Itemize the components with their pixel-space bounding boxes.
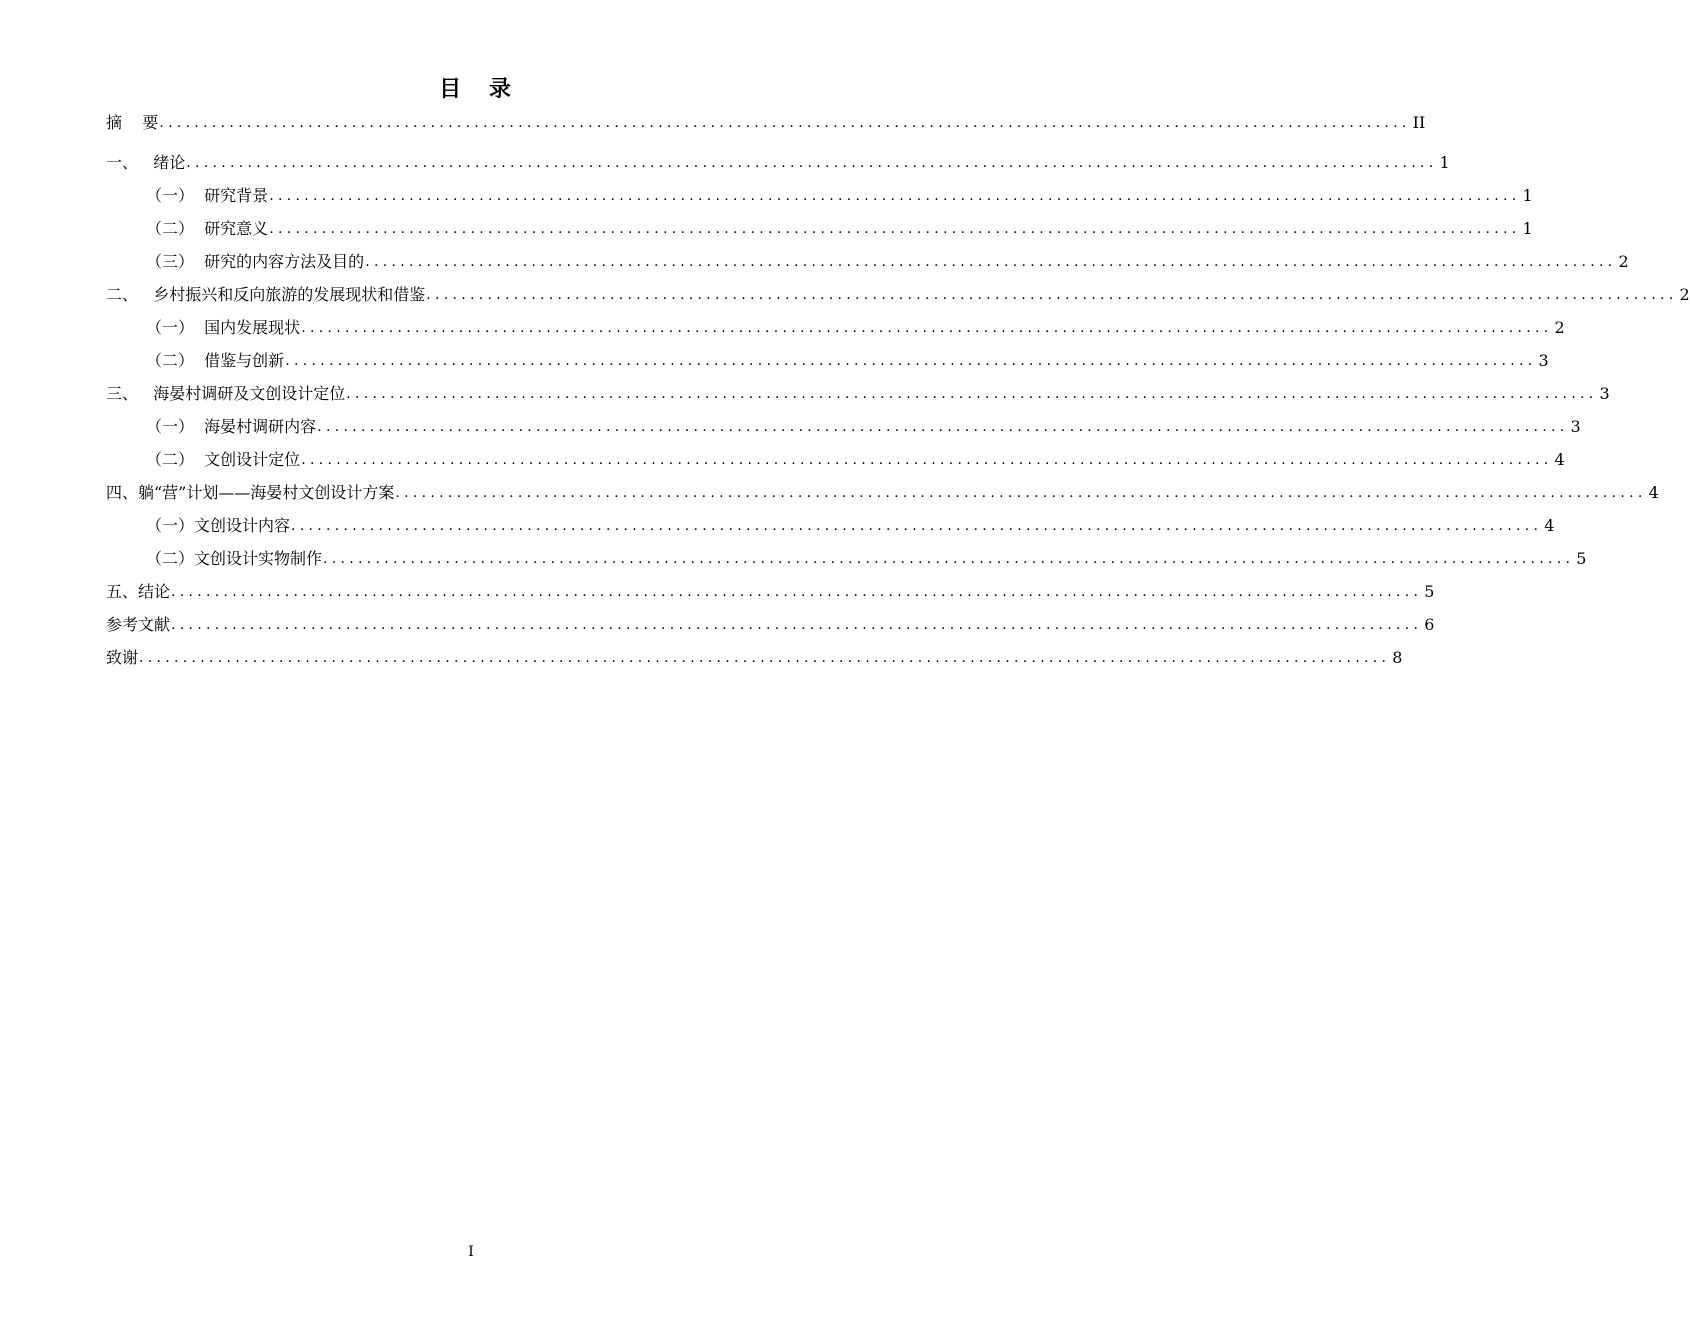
toc-entry-page: 2	[1618, 252, 1629, 271]
toc-entry-section-2-1[interactable]	[146, 311, 1565, 339]
toc-entry-section-1-1[interactable]	[146, 179, 1533, 207]
toc-entry-page: 5	[1576, 549, 1587, 568]
dot-leader: ...............................................................................................................................................	[346, 386, 1598, 402]
dot-leader: ...............................................................................................................................................	[395, 485, 1647, 501]
toc-entry-page: II	[1412, 113, 1426, 132]
toc-entry-label: 二、 乡村振兴和反向旅游的发展现状和借鉴	[106, 285, 426, 304]
page-number-footer: I	[468, 1244, 474, 1260]
toc-entry-chapter-1[interactable]	[106, 146, 1450, 174]
dot-leader: ...............................................................................................................................................	[291, 518, 1543, 534]
toc-entry-label: （二） 借鉴与创新	[146, 351, 285, 370]
toc-entry-section-2-2[interactable]	[146, 344, 1549, 372]
toc-entry-label: 摘 要	[106, 113, 159, 132]
toc-entry-references[interactable]	[106, 608, 1435, 636]
toc-entry-label: 参考文献	[106, 615, 171, 634]
toc-entry-label: （一） 国内发展现状	[146, 318, 301, 337]
toc-entry-label: （一） 研究背景	[146, 186, 269, 205]
toc-title: 目 录	[439, 77, 521, 102]
toc-entry-label: （一）文创设计内容	[146, 516, 291, 535]
dot-leader: ...............................................................................................................................................	[269, 188, 1521, 204]
toc-entry-chapter-5[interactable]	[106, 575, 1435, 603]
toc-entry-page: 3	[1570, 417, 1581, 436]
toc-entry-label: 五、结论	[106, 582, 171, 601]
toc-entry-page: 5	[1424, 582, 1435, 601]
toc-entry-label: （一） 海晏村调研内容	[146, 417, 317, 436]
toc-entry-page: 4	[1544, 516, 1555, 535]
dot-leader: ...............................................................................................................................................	[301, 320, 1553, 336]
toc-entry-page: 4	[1648, 483, 1659, 502]
dot-leader: ...............................................................................................................................................	[171, 584, 1423, 600]
toc-entry-page: 1	[1522, 219, 1533, 238]
toc-entry-page: 2	[1554, 318, 1565, 337]
toc-entry-acknowledgements[interactable]	[106, 641, 1403, 669]
toc-entry-label: （二）文创设计实物制作	[146, 549, 323, 568]
toc-entry-label: 四、躺“营”计划——海晏村文创设计方案	[106, 483, 395, 502]
dot-leader: ...............................................................................................................................................	[186, 155, 1438, 171]
toc-entry-chapter-4[interactable]	[106, 476, 1659, 504]
toc-entry-label: （三） 研究的内容方法及目的	[146, 252, 365, 271]
dot-leader: ...............................................................................................................................................	[139, 650, 1391, 666]
toc-entry-section-4-1[interactable]	[146, 509, 1555, 537]
dot-leader: ...............................................................................................................................................	[317, 419, 1569, 435]
toc-entry-page: 4	[1554, 450, 1565, 469]
toc-entry-page: 3	[1599, 384, 1610, 403]
toc-entry-section-1-3[interactable]	[146, 245, 1629, 273]
toc-entry-page: 8	[1392, 648, 1403, 667]
toc-entry-label: 三、 海晏村调研及文创设计定位	[106, 384, 346, 403]
toc-entry-chapter-3[interactable]	[106, 377, 1610, 405]
toc-entry-page: 2	[1679, 285, 1690, 304]
toc-entry-abstract[interactable]	[106, 106, 1426, 134]
toc-entry-label: 一、 绪论	[106, 153, 186, 172]
dot-leader: ...............................................................................................................................................	[159, 115, 1411, 131]
toc-entry-page: 1	[1522, 186, 1533, 205]
toc-entry-section-3-1[interactable]	[146, 410, 1581, 438]
toc-entry-label: 致谢	[106, 648, 139, 667]
toc-entry-page: 6	[1424, 615, 1435, 634]
dot-leader: ...............................................................................................................................................	[323, 551, 1575, 567]
toc-entry-label: （二） 研究意义	[146, 219, 269, 238]
dot-leader: ...............................................................................................................................................	[285, 353, 1537, 369]
toc-entry-section-3-2[interactable]	[146, 443, 1565, 471]
toc-entry-page: 3	[1538, 351, 1549, 370]
dot-leader: ...............................................................................................................................................	[301, 452, 1553, 468]
toc-entry-label: （二） 文创设计定位	[146, 450, 301, 469]
toc-entry-chapter-2[interactable]	[106, 278, 1690, 306]
dot-leader: ...............................................................................................................................................	[269, 221, 1521, 237]
toc-entry-page: 1	[1439, 153, 1450, 172]
dot-leader: ...............................................................................................................................................	[426, 287, 1678, 303]
toc-entry-section-4-2[interactable]	[146, 542, 1587, 570]
toc-entry-section-1-2[interactable]	[146, 212, 1533, 240]
dot-leader: ...............................................................................................................................................	[365, 254, 1617, 270]
dot-leader: ...............................................................................................................................................	[171, 617, 1423, 633]
